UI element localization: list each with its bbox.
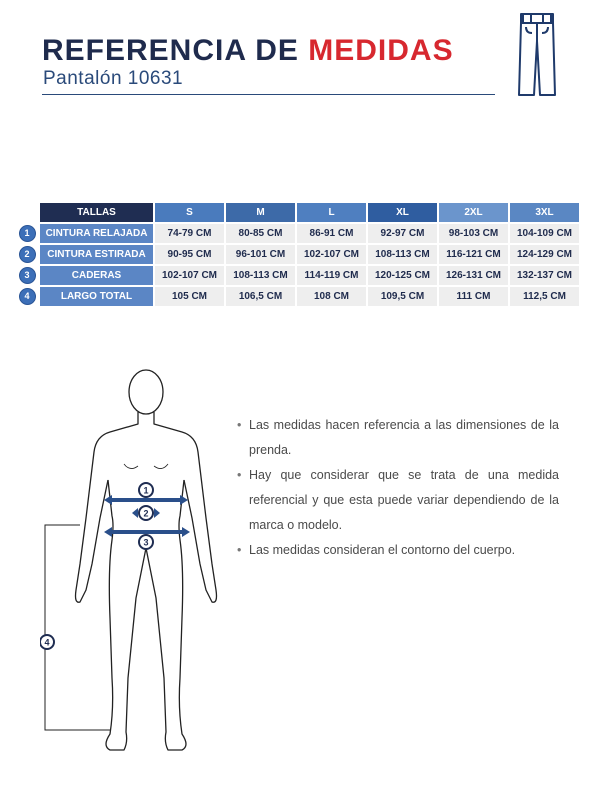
note-text: Hay que considerar que se trata de una medida referencial y que esta puede variar dependiendo de la marca o modelo.	[249, 468, 559, 532]
table-cell: 126-131 CM	[439, 266, 508, 285]
table-cell: 90-95 CM	[155, 245, 224, 264]
row-number-badge: 4	[19, 288, 36, 305]
table-cell: 105 CM	[155, 287, 224, 306]
table-cell: 108-113 CM	[368, 245, 437, 264]
size-header-xl: XL	[368, 203, 437, 222]
table-cell: 80-85 CM	[226, 224, 295, 243]
marker-2: 2	[143, 508, 149, 519]
size-header-l: L	[297, 203, 366, 222]
note-text: Las medidas hacen referencia a las dimensiones de la prenda.	[249, 418, 559, 457]
header-tallas: TALLAS	[40, 203, 153, 222]
title-part-1: REFERENCIA DE	[42, 34, 309, 67]
list-item	[237, 538, 559, 563]
notes-list	[237, 413, 559, 563]
row-number-badge: 3	[19, 267, 36, 284]
row-label: CINTURA ESTIRADA	[40, 245, 153, 264]
size-header-row	[16, 203, 579, 222]
table-cell: 102-107 CM	[155, 266, 224, 285]
header-spacer	[16, 203, 38, 222]
row-number-badge: 2	[19, 246, 36, 263]
marker-4: 4	[44, 637, 50, 648]
list-item	[237, 413, 559, 463]
table-cell: 112,5 CM	[510, 287, 579, 306]
table-cell: 111 CM	[439, 287, 508, 306]
table-row	[16, 245, 579, 264]
table-cell: 104-109 CM	[510, 224, 579, 243]
table-row	[16, 266, 579, 285]
list-item	[237, 463, 559, 538]
table-cell: 109,5 CM	[368, 287, 437, 306]
table-cell: 116-121 CM	[439, 245, 508, 264]
row-label: LARGO TOTAL	[40, 287, 153, 306]
table-cell: 74-79 CM	[155, 224, 224, 243]
table-cell: 114-119 CM	[297, 266, 366, 285]
row-label: CADERAS	[40, 266, 153, 285]
size-table	[14, 201, 581, 308]
marker-1: 1	[143, 485, 149, 496]
row-number-badge: 1	[19, 225, 36, 242]
table-cell: 98-103 CM	[439, 224, 508, 243]
table-cell: 86-91 CM	[297, 224, 366, 243]
table-cell: 108-113 CM	[226, 266, 295, 285]
bullet-icon: •	[237, 468, 242, 482]
table-cell: 96-101 CM	[226, 245, 295, 264]
table-row	[16, 287, 579, 306]
table-cell: 106,5 CM	[226, 287, 295, 306]
table-cell: 120-125 CM	[368, 266, 437, 285]
row-label: CINTURA RELAJADA	[40, 224, 153, 243]
marker-3: 3	[143, 537, 149, 548]
title-part-2: MEDIDAS	[308, 34, 454, 67]
table-cell: 132-137 CM	[510, 266, 579, 285]
note-text: Las medidas consideran el contorno del cuerpo.	[249, 543, 516, 557]
bullet-icon: •	[237, 543, 242, 557]
size-header-s: S	[155, 203, 224, 222]
table-row	[16, 224, 579, 243]
bullet-icon: •	[237, 418, 242, 432]
table-cell: 102-107 CM	[297, 245, 366, 264]
table-cell: 92-97 CM	[368, 224, 437, 243]
size-header-m: M	[226, 203, 295, 222]
table-cell: 108 CM	[297, 287, 366, 306]
page-subtitle: Pantalón 10631	[43, 68, 184, 89]
body-measurement-figure	[40, 368, 220, 768]
table-cell: 124-129 CM	[510, 245, 579, 264]
pants-icon	[516, 11, 558, 97]
title-divider	[42, 94, 495, 95]
page-title	[42, 33, 454, 69]
size-header-3xl: 3XL	[510, 203, 579, 222]
size-header-2xl: 2XL	[439, 203, 508, 222]
